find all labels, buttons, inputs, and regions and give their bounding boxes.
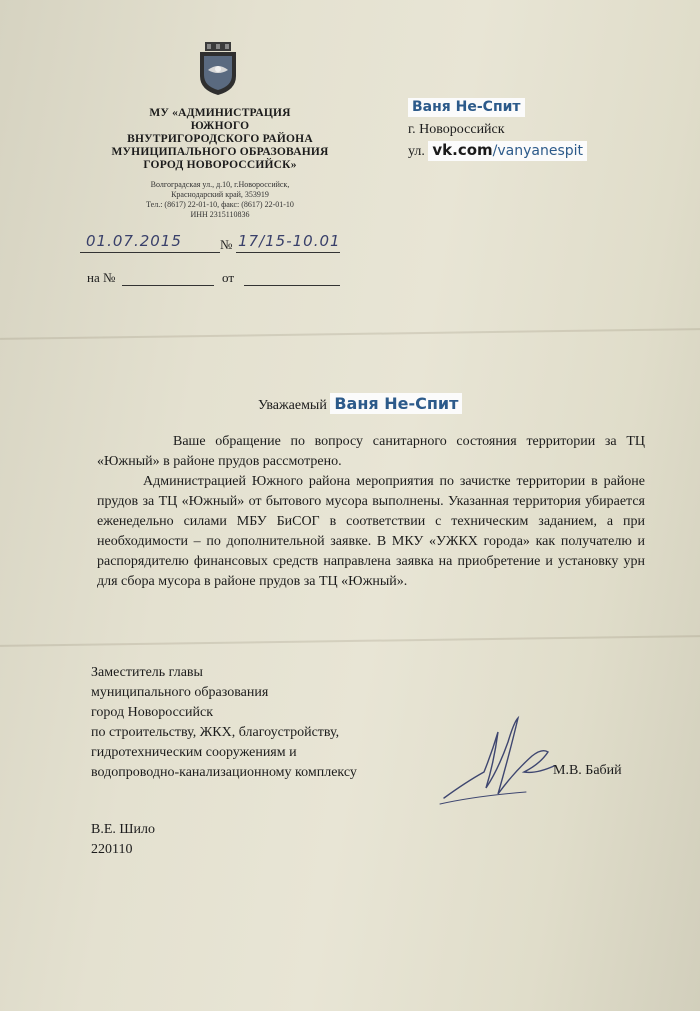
recipient-street-prefix: ул. <box>408 144 425 159</box>
paper-fold <box>0 635 700 647</box>
signatory-title <box>91 663 357 783</box>
paper-fold <box>0 328 700 340</box>
vk-link-path: /vanyanespit <box>492 143 584 159</box>
signatory-title-line: муниципального образования <box>91 685 269 700</box>
vk-link[interactable] <box>428 141 587 161</box>
handwritten-signature-icon <box>436 712 566 812</box>
reference-date-label: от <box>222 270 235 285</box>
org-line: МУНИЦИПАЛЬНОГО ОБРАЗОВАНИЯ <box>111 146 329 158</box>
org-line: ЮЖНОГО <box>190 120 250 132</box>
signatory-title-line: водопроводно-канализационному комплексу <box>91 765 357 780</box>
body-paragraph: Ваше обращение по вопросу санитарного состояния территории за ТЦ «Южный» в районе прудов рассмотрено. <box>97 434 645 469</box>
reference-number-underline <box>122 285 214 286</box>
reference-number-label: на № <box>87 270 116 285</box>
executor-block <box>91 820 155 860</box>
greeting <box>258 393 462 414</box>
address-line: Тел.: (8617) 22-01-10, факс: (8617) 22-01-10 <box>146 200 294 209</box>
organization-name <box>110 107 330 172</box>
organization-address <box>110 180 330 220</box>
greeting-prefix: Уважаемый <box>258 398 327 413</box>
signatory-title-line: Заместитель главы <box>91 665 203 680</box>
outgoing-number: 17/15-10.01 <box>238 232 341 250</box>
signatory-name: М.В. Бабий <box>553 763 622 778</box>
signatory-title-line: по строительству, ЖКХ, благоустройству, <box>91 725 340 740</box>
address-line: Волгоградская ул., д.10, г.Новороссийск, <box>150 180 290 189</box>
executor-name: В.Е. Шило <box>91 822 155 837</box>
org-line: ВНУТРИГОРОДСКОГО РАЙОНА <box>127 133 313 145</box>
executor-phone: 220110 <box>91 842 133 857</box>
coat-of-arms-icon <box>196 42 240 96</box>
signatory-title-line: город Новороссийск <box>91 705 214 720</box>
vk-link-domain: vk.com <box>432 141 493 159</box>
number-label: № <box>220 237 233 252</box>
greeting-name-badge: Ваня Не-Спит <box>330 393 462 414</box>
org-line: ГОРОД НОВОРОССИЙСК» <box>143 159 297 171</box>
recipient-city: г. Новороссийск <box>408 122 505 137</box>
letter-body <box>97 432 645 592</box>
signatory-title-line: гидротехническим сооружениям и <box>91 745 297 760</box>
body-paragraph: Администрацией Южного района мероприятия по зачистке территории в районе прудов за ТЦ «Южный» от бытового мусора выполнены. Указанная территория убирается еженедельно силами МБУ БиСОГ в соответствии с техническим заданием, а при необходимости – по дополнительной заявке. В МКУ «УЖКХ города» как получателю и распорядителю финансовых средств направлена заявка на приобретение и установку урн для сбора мусора в районе прудов за ТЦ «Южный». <box>97 474 645 589</box>
outgoing-date: 01.07.2015 <box>86 232 182 250</box>
reference-date-underline <box>244 285 340 286</box>
address-line: ИНН 2315110836 <box>190 210 250 219</box>
address-line: Краснодарский край, 353919 <box>171 190 269 199</box>
recipient-block <box>408 97 587 163</box>
recipient-name-badge: Ваня Не-Спит <box>408 98 525 117</box>
org-line: МУ «АДМИНИСТРАЦИЯ <box>149 107 291 119</box>
